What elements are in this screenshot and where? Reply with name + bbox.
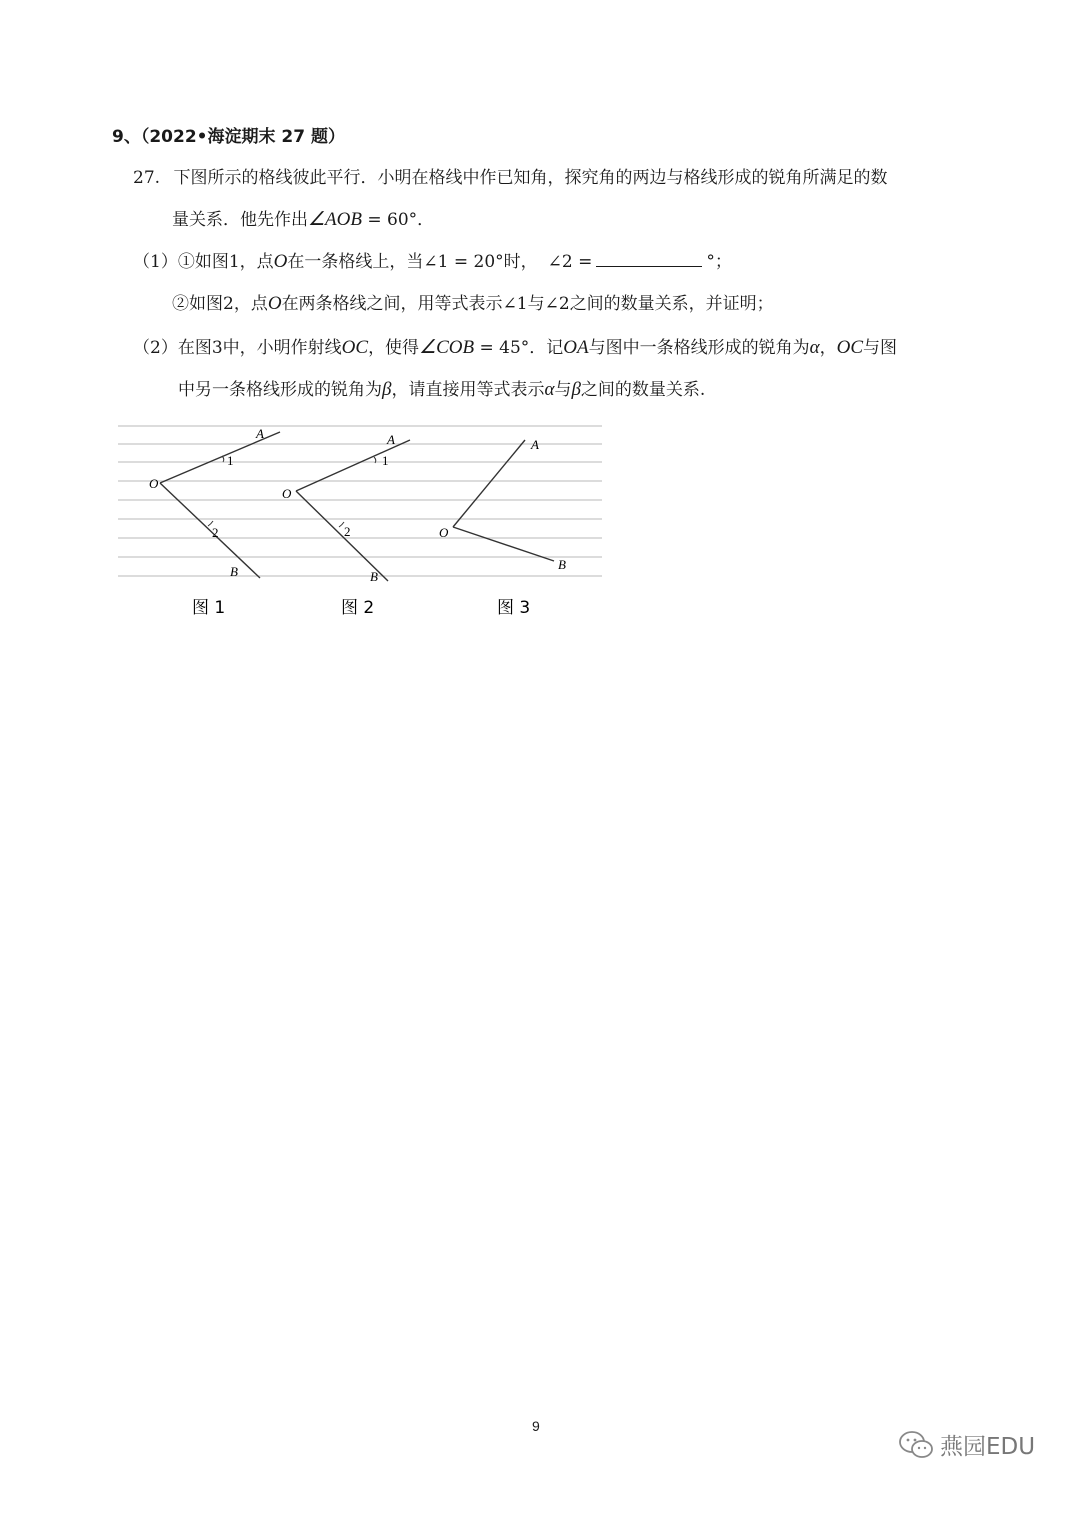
fig1-label-o: O	[149, 476, 159, 491]
intro-text-2a: 量关系．他先作出	[172, 210, 308, 230]
fig1-angle2-label: 2	[212, 525, 219, 540]
angle-aob: ∠AOB	[308, 209, 362, 230]
fig1-label-b: B	[230, 564, 238, 579]
fig1-ray-ob	[160, 483, 260, 578]
part1-2-text-a: ②如图2，点	[172, 294, 268, 314]
part1-2-text-e: 与	[527, 294, 545, 314]
fig2-ray-ob	[296, 491, 388, 581]
fig2-angle1-label: 1	[382, 453, 389, 468]
part2-2-text-e: 与	[554, 380, 572, 400]
part1-2-text-c: 在两条格线之间，用等式表示	[281, 294, 503, 314]
ray-oc: OC	[341, 337, 369, 358]
part2-text-k: 与图	[863, 338, 898, 358]
fig3-label-b: B	[558, 557, 566, 572]
fig2-label-o: O	[282, 486, 292, 501]
question-intro-line1	[133, 166, 887, 190]
angle2-expression: ∠2 =	[547, 252, 593, 272]
fig3-ray-ob	[453, 527, 554, 561]
fig2-angle2-label: 2	[344, 524, 351, 539]
part1-text-e: 时，	[503, 252, 538, 272]
part1-label: （1）	[133, 252, 178, 272]
alpha-symbol-2: α	[544, 379, 555, 400]
part2-line1	[133, 336, 897, 360]
section-title: 9、（2022•海淀期末 27 题）	[112, 127, 346, 147]
beta-symbol-2: β	[571, 379, 581, 400]
fig1-angle1-label: 1	[227, 453, 234, 468]
intro-text-2c: = 60°．	[361, 210, 435, 230]
fig2-label-a: A	[387, 432, 395, 447]
beta-symbol: β	[382, 379, 392, 400]
part2-2-text-a: 中另一条格线形成的锐角为	[178, 380, 382, 400]
answer-blank[interactable]	[596, 250, 702, 267]
fig2-label-b: B	[370, 569, 378, 584]
angle2-ref: ∠2	[544, 294, 570, 314]
degree-sign: °；	[706, 252, 732, 272]
part2-line2	[178, 378, 705, 402]
angle1-value: ∠1 = 20°	[423, 252, 504, 272]
question-intro-line2	[172, 208, 434, 232]
part1-line1	[133, 250, 732, 274]
point-o: O	[273, 251, 288, 272]
part2-text-i: ，	[819, 338, 837, 358]
part1-text-c: 在一条格线上，当	[287, 252, 424, 272]
part1-line2	[172, 292, 774, 316]
figure-1	[149, 426, 280, 579]
watermark-text: 燕园EDU	[940, 1434, 1036, 1460]
point-o-2: O	[267, 293, 282, 314]
figure-2	[282, 432, 410, 584]
intro-text-1: 下图所示的格线彼此平行．小明在格线中作已知角，探究角的两边与格线形成的锐角所满足的数	[173, 168, 888, 188]
part1-2-text-g: 之间的数量关系，并证明；	[569, 294, 774, 314]
part2-text-a: 在图3中，小明作射线	[177, 338, 342, 358]
alpha-symbol: α	[809, 337, 820, 358]
fig1-caption: 图 1	[192, 598, 226, 618]
wechat-icon	[898, 1430, 934, 1460]
fig3-ray-oa	[453, 440, 525, 527]
fig1-label-a: A	[256, 426, 264, 441]
part2-text-e: = 45°．记	[474, 338, 564, 358]
part1-text-a: ①如图1，点	[177, 252, 274, 272]
angle-cob: ∠COB	[419, 337, 475, 358]
fig3-label-a: A	[531, 437, 539, 452]
part2-text-g: 与图中一条格线形成的锐角为	[588, 338, 810, 358]
fig1-angle1-arc	[222, 456, 224, 462]
part2-text-c: ，使得	[368, 338, 420, 358]
figure-3	[439, 437, 566, 572]
figures-diagram	[112, 420, 612, 625]
fig2-ray-oa	[296, 440, 410, 491]
part2-label: （2）	[133, 338, 178, 358]
angle1-ref: ∠1	[502, 294, 528, 314]
part2-2-text-g: 之间的数量关系.	[580, 380, 706, 400]
ray-oa: OA	[563, 337, 589, 358]
page-number: 9	[532, 1418, 540, 1434]
watermark	[898, 1428, 1035, 1461]
question-number: 27.	[133, 168, 161, 188]
fig2-caption: 图 2	[341, 598, 375, 618]
part2-2-text-c: ，请直接用等式表示	[391, 380, 545, 400]
ray-oc-2: OC	[836, 337, 864, 358]
fig3-label-o: O	[439, 525, 449, 540]
fig3-caption: 图 3	[497, 598, 531, 618]
